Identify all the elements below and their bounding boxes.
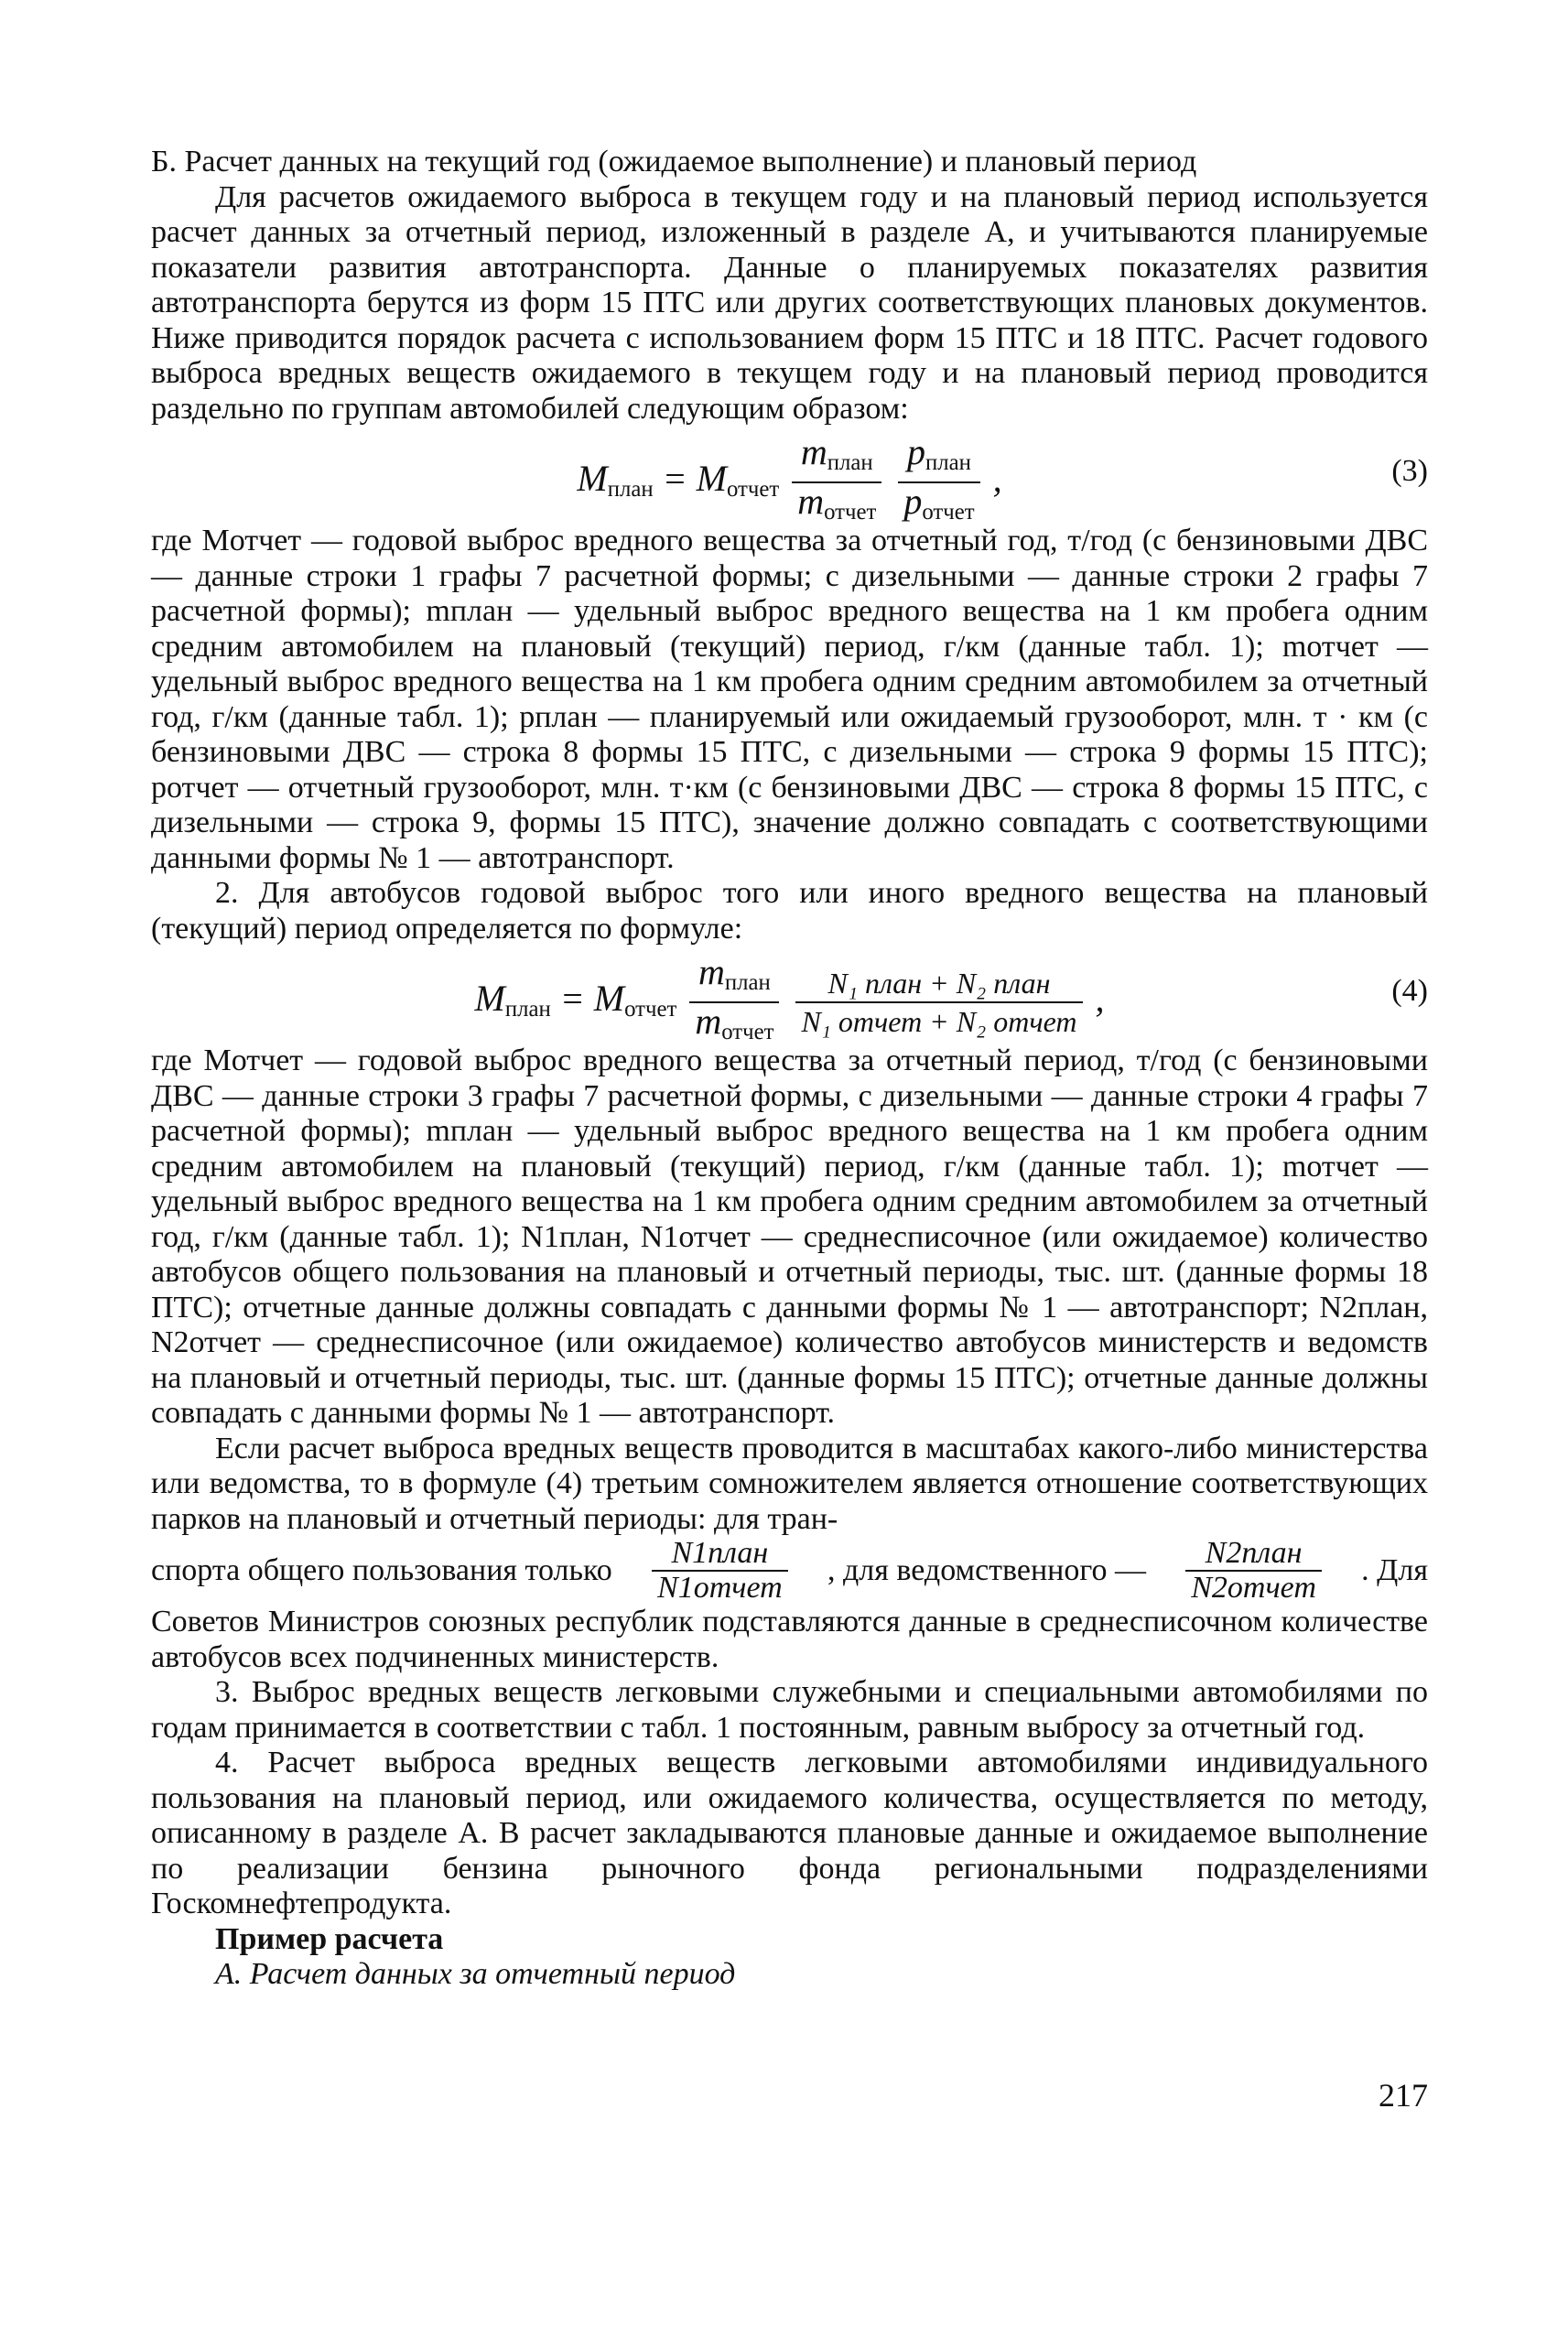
inline-fraction-departmental: $\frac{\text{N2план}}{\text{N2отчет}}$ [1185,1537,1322,1605]
paragraph-buses: 2. Для автобусов годовой выброс того или иного вредного вещества на плановый (текущий) период определяется по формуле: [151,876,1428,946]
formula-4-equals: = [559,978,585,1020]
paragraph-definitions-3: где Mотчет — годовой выброс вредного вещества за отчетный год, т/год (с бензиновыми ДВС — данные строки 1 графы 7 расчетной формы; с дизельными — данные строки 2 графы 7 расчетной формы); mплан — удельный выброс вредного вещества на 1 км пробега одним средним автомобилем на плановый (текущий) период, г/км (данные табл. 1); mотчет — удельный выброс вредного вещества на 1 км пробега одним средним автомобилем за отчетный год, г/км (данные табл. 1); pплан — планируемый или ожидаемый грузооборот, млн. т · км (с бензиновыми ДВС — строка 8 формы 15 ПТС, с дизельными — строка 9 формы 15 ПТС); pотчет — отчетный грузооборот, млн. т·км (с бензиновыми ДВС — строка 8 формы 15 ПТС, с дизельными — строка 9, формы 15 ПТС), значение должно совпадать с соответствующими данными формы № 1 — автотранспорт. [151,524,1428,875]
paragraph-item-3: 3. Выброс вредных веществ легковыми служебными и специальными автомобилями по годам принимается в соответствии с табл. 1 постоянным, равным выбросу за отчетный год. [151,1675,1428,1745]
formula-3-coef: $M_{отчет}$ [696,458,780,503]
paragraph-item-4: 4. Расчет выброса вредных веществ легковыми автомобилями индивидуального пользования на плановый период, или ожидаемого количества, осуществляется по методу, описанному в разделе А. В расчет закладываются плановые данные и ожидаемое выполнение по реализации бензина рыночного фонда региональными подразделениями Госкомнефтепродукта. [151,1746,1428,1920]
formula-3-number: (3) [1391,454,1428,488]
example-heading: Пример расчета [215,1921,444,1956]
formula-3 [151,431,1428,525]
formula-3-fraction-m: $\frac{m_{план}}{m_{отчет}}$ [792,434,881,531]
formula-4-fraction-n: $\frac{\text{N₁ план + N₂ план}}{\text{N₁ отчет + N₂ отчет}}$ [795,965,1082,1040]
page-number: 217 [1379,2077,1428,2114]
formula-3-equals: = [662,458,687,500]
paragraph-definitions-4: где Mотчет — годовой выброс вредного вещества за отчетный период, т/год (с бензиновыми ДВС — данные строки 3 графы 7 расчетной формы, с дизельными — данные строки 4 графы 7 расчетной формы); mплан — удельный выброс вредного вещества на 1 км пробега одним средним автомобилем на плановый (текущий) период, г/км (данные табл. 1); mотчет — удельный выброс вредного вещества на 1 км пробега одним средним автомобилем за отчетный год, г/км (данные табл. 1); N1план, N1отчет — среднесписочное (или ожидаемое) количество автобусов общего пользования на плановый и отчетный периоды, тыс. шт. (данные формы 18 ПТС); отчетные данные должны совпадать с данными формы № 1 — автотранспорт; N2план, N2отчет — среднесписочное (или ожидаемое) количество автобусов министерств и ведомств на плановый и отчетный периоды, тыс. шт. (данные формы 15 ПТС); отчетные данные должны совпадать с данными формы № 1 — автотранспорт. [151,1044,1428,1430]
inline-fraction-public: $\frac{\text{N1план}}{\text{N1отчет}}$ [652,1537,788,1605]
formula-3-comma: , [992,458,1002,500]
inline-text-1: спорта общего пользования только [151,1552,612,1587]
paragraph-intro: Для расчетов ожидаемого выброса в текущем году и на плановый период используется расчет данных за отчетный период, изложенный в разделе А, и учитываются планируемые показатели развития автотранспорта. Данные о планируемых показателях развития автотранспорта берутся из форм 15 ПТС или других соответствующих плановых документов. Ниже приводится порядок расчета с использованием форм 15 ПТС и 18 ПТС. Расчет годового выброса вредных веществ ожидаемого в текущем году и на плановый период проводится раздельно по группам автомобилей следующим образом: [151,179,1428,426]
paragraph-ministry: Если расчет выброса вредных веществ проводится в масштабах какого-либо министерства или ведомства, то в формуле (4) третьим сомножителем является отношение соответствующих парков на плановый и отчетный периоды: для тран- [151,1431,1428,1536]
inline-text-2: , для ведомственного — [827,1552,1146,1587]
paragraph-ministry-end: Советов Министров союзных республик подставляются данные в среднесписочном количестве автобусов всех подчиненных министерств. [151,1605,1428,1674]
formula-4-number: (4) [1391,974,1428,1008]
formula-4-comma: , [1095,978,1105,1020]
formula-4 [151,951,1428,1045]
formula-3-fraction-p: $\frac{p_{план}}{p_{отчет}}$ [898,434,979,531]
inline-fractions-line [151,1537,1428,1605]
section-heading: Б. Расчет данных на текущий год (ожидаемое выполнение) и плановый период [151,145,1197,178]
text-column [151,145,1428,1993]
formula-4-coef: $M_{отчет}$ [593,978,677,1022]
formula-4-lhs: $M_{план}$ [474,978,551,1022]
section-a-heading: А. Расчет данных за отчетный период [215,1957,736,1991]
formula-3-lhs: $M_{план}$ [577,458,654,503]
formula-4-fraction-m: $\frac{m_{план}}{m_{отчет}}$ [689,954,779,1051]
inline-text-3: . Для [1361,1552,1428,1587]
